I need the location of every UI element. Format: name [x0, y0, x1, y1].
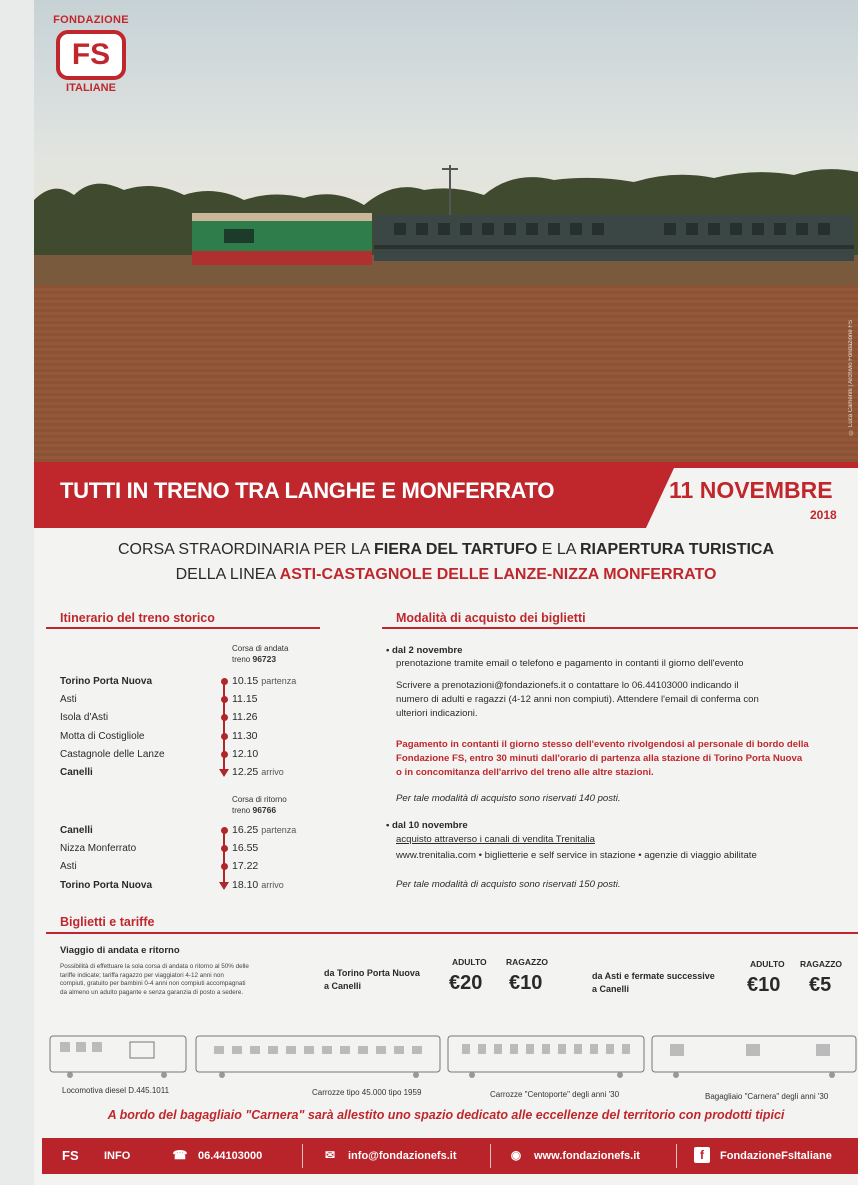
footer-bar: [42, 1138, 858, 1174]
train-drawing: [46, 1030, 858, 1082]
fine-print-line: da almeno un adulto pagante e senza garanzia di posto a sedere.: [60, 989, 244, 997]
phone-icon: ☎: [172, 1148, 188, 1162]
footer-email[interactable]: info@fondazionefs.it: [348, 1150, 457, 1162]
stop-dot: [221, 678, 228, 685]
station-name: Isola d'Asti: [60, 712, 109, 724]
footer-info-label: INFO: [104, 1150, 131, 1162]
time-value: 11.26: [232, 711, 258, 724]
time-value: 16.55: [232, 842, 259, 855]
stop-dot: [221, 714, 228, 721]
purchase-rule: [382, 627, 858, 629]
globe-icon: ◉: [510, 1148, 522, 1162]
route-2-child-price: €5: [809, 974, 832, 996]
booking-instructions-1: Scrivere a prenotazioni@fondazionefs.it o contattare lo 06.44103000 indicando il: [396, 680, 739, 691]
from-date-2-desc: acquisto attraverso i canali di vendita Trenitalia: [396, 834, 595, 845]
photo-credit: © Luca Camerini | Archivio Fondazione FS: [848, 320, 854, 435]
mail-icon: ✉: [324, 1148, 336, 1162]
stop-time: [232, 842, 258, 854]
stop-time: [232, 860, 258, 872]
stop-dot: [221, 827, 228, 834]
time-value: 10.15: [232, 675, 259, 687]
child-label: RAGAZZO: [800, 959, 843, 969]
subtitle-text: DELLA LINEA: [175, 566, 280, 583]
route-2: [592, 970, 715, 995]
time-note: arrivo: [261, 767, 284, 777]
poster: [34, 0, 858, 1185]
station-name: Motta di Costigliole: [60, 730, 145, 742]
station-name: Nizza Monferrato: [60, 843, 137, 855]
stop-dot: [221, 733, 228, 740]
from-date-1: • dal 2 novembre: [386, 645, 463, 656]
facebook-icon: f: [694, 1147, 710, 1163]
station-name: Torino Porta Nuova: [60, 879, 153, 891]
arrow-down-icon: [219, 769, 229, 777]
purchase-heading: Modalità di acquisto dei biglietti: [396, 611, 586, 625]
time-note: partenza: [261, 676, 297, 686]
route-track: [223, 680, 225, 773]
stop-time: [232, 824, 296, 836]
adult-label: ADULTO: [452, 957, 487, 967]
time-value: 18.10: [232, 878, 259, 891]
itinerary-table: [60, 0, 360, 900]
stop-dot: [221, 863, 228, 870]
time-value: 12.10: [232, 747, 259, 760]
route-2-from: da Asti e fermate successive: [592, 971, 715, 981]
page-title: TUTTI IN TRENO TRA LANGHE E MONFERRATO: [60, 478, 555, 503]
reserved-seats-1: Per tale modalità di acquisto sono riservati 140 posti.: [396, 793, 621, 804]
fine-print-line: compiuti, gratuito per bambini 0-4 anni non compiuti accompagnati: [60, 980, 246, 988]
payment-note-1: Pagamento in contanti il giorno stesso dell'evento rivolgendosi al personale di bordo della: [396, 739, 809, 750]
stop-dot: [221, 696, 228, 703]
subtitle-text: E LA: [537, 541, 580, 558]
time-value: 12.25: [232, 766, 259, 778]
payment-note-2: Fondazione FS, entro 30 minuti dall'orario di partenza alla stazione di Torino Porta Nuova: [396, 753, 803, 764]
route-track: [223, 829, 225, 886]
stop-time: [232, 748, 258, 760]
station-name: Torino Porta Nuova: [60, 676, 153, 687]
subtitle-highlight: FIERA DEL TARTUFO: [374, 541, 538, 558]
caption-locomotive: Locomotiva diesel D.445.1011: [62, 1086, 170, 1095]
footer-website[interactable]: www.fondazionefs.it: [534, 1150, 640, 1162]
time-note: arrivo: [261, 879, 284, 890]
footer-divider: [676, 1144, 677, 1168]
caption-centoporte: Carrozze "Centoporte" degli anni '30: [490, 1090, 620, 1099]
footer-fs-logo: FS: [62, 1148, 79, 1163]
reserved-seats-2: Per tale modalità di acquisto sono riservati 150 posti.: [396, 879, 621, 890]
fine-print-line: Possibilità di effettuare la sola corsa di andata o ritorno al 50% delle: [60, 963, 249, 970]
event-date: 11 NOVEMBRE: [669, 477, 833, 503]
logo-mark: FS: [56, 30, 126, 80]
itinerary-heading: Itinerario del treno storico: [60, 611, 215, 625]
route-1-adult-price: €20: [449, 972, 483, 994]
logo-top-text: FONDAZIONE: [53, 14, 129, 26]
stop-dot: [221, 751, 228, 758]
booking-instructions-3: ulteriori indicazioni.: [396, 708, 478, 719]
booking-instructions-2: numero di adulti e ragazzi (4-12 anni non compiuti). Attendere l'email di conferma con: [396, 694, 759, 705]
onboard-note: A bordo del bagagliaio "Carnera" sarà allestito uno spazio dedicato alle eccellenze del territorio con prodotti tipici: [107, 1108, 785, 1122]
tariff-fine-print: [60, 963, 304, 998]
station-name: Canelli: [60, 767, 93, 778]
station-name: Castagnole delle Lanze: [60, 748, 165, 760]
line-name: ASTI-CASTAGNOLE DELLE LANZE-NIZZA MONFERRATO: [279, 566, 717, 583]
time-value: 11.15: [232, 693, 258, 706]
fine-print-line: tariffe indicate; tariffa ragazzo per viaggiatori 4-12 anni non: [60, 971, 224, 979]
route-1: [324, 967, 420, 992]
event-year: 2018: [810, 508, 837, 522]
caption-carnera: Bagagliaio "Carnera" degli anni '30: [705, 1092, 829, 1101]
payment-note-3: o in concomitanza dell'arrivo del treno alle altre stazioni.: [396, 767, 654, 778]
time-note: partenza: [261, 825, 297, 835]
tariffs-heading: Biglietti e tariffe: [60, 915, 155, 929]
time-value: 11.30: [232, 729, 258, 742]
route-2-to: a Canelli: [592, 983, 630, 994]
route-1-from: da Torino Porta Nuova: [324, 968, 420, 978]
stop-time: [232, 711, 258, 723]
from-date-1-desc: prenotazione tramite email o telefono e pagamento in contanti il giorno dell'evento: [396, 658, 744, 669]
route-1-child-price: €10: [509, 972, 543, 994]
time-value: 16.25: [232, 824, 259, 836]
arrow-down-icon: [219, 882, 229, 890]
route-2-adult-price: €10: [747, 974, 781, 996]
stop-time: [232, 730, 258, 742]
return-label: Corsa di ritorno treno 96766: [232, 795, 287, 815]
route-1-to: a Canelli: [324, 980, 362, 991]
time-value: 17.22: [232, 860, 259, 873]
adult-label: ADULTO: [750, 959, 785, 969]
logo-bottom-text: ITALIANE: [66, 82, 116, 94]
subtitle-highlight: RIAPERTURA TURISTICA: [579, 541, 775, 558]
outbound-label: Corsa di andata treno 96723: [232, 644, 289, 664]
stop-time: [232, 766, 284, 778]
stop-time: [232, 675, 296, 687]
tariffs-rule: [46, 932, 858, 934]
child-label: RAGAZZO: [506, 957, 549, 967]
subtitle-text: CORSA STRAORDINARIA PER LA: [117, 541, 375, 558]
caption-carriages-1959: Carrozze tipo 45.000 tipo 1959: [312, 1088, 422, 1097]
stop-dot: [221, 845, 228, 852]
from-date-2: • dal 10 novembre: [386, 820, 468, 831]
stop-time: [232, 693, 258, 705]
sales-channels: www.trenitalia.com • biglietterie e self service in stazione • agenzie di viaggio abilitate: [396, 850, 757, 861]
trip-type: Viaggio di andata e ritorno: [60, 945, 180, 956]
footer-phone[interactable]: 06.44103000: [198, 1150, 263, 1162]
footer-social[interactable]: FondazioneFsItaliane: [720, 1150, 832, 1162]
station-name: Canelli: [60, 825, 93, 836]
station-name: Asti: [60, 694, 77, 706]
station-name: Asti: [60, 861, 77, 873]
footer-divider: [302, 1144, 303, 1168]
stop-time: [232, 879, 284, 891]
footer-divider: [490, 1144, 491, 1168]
